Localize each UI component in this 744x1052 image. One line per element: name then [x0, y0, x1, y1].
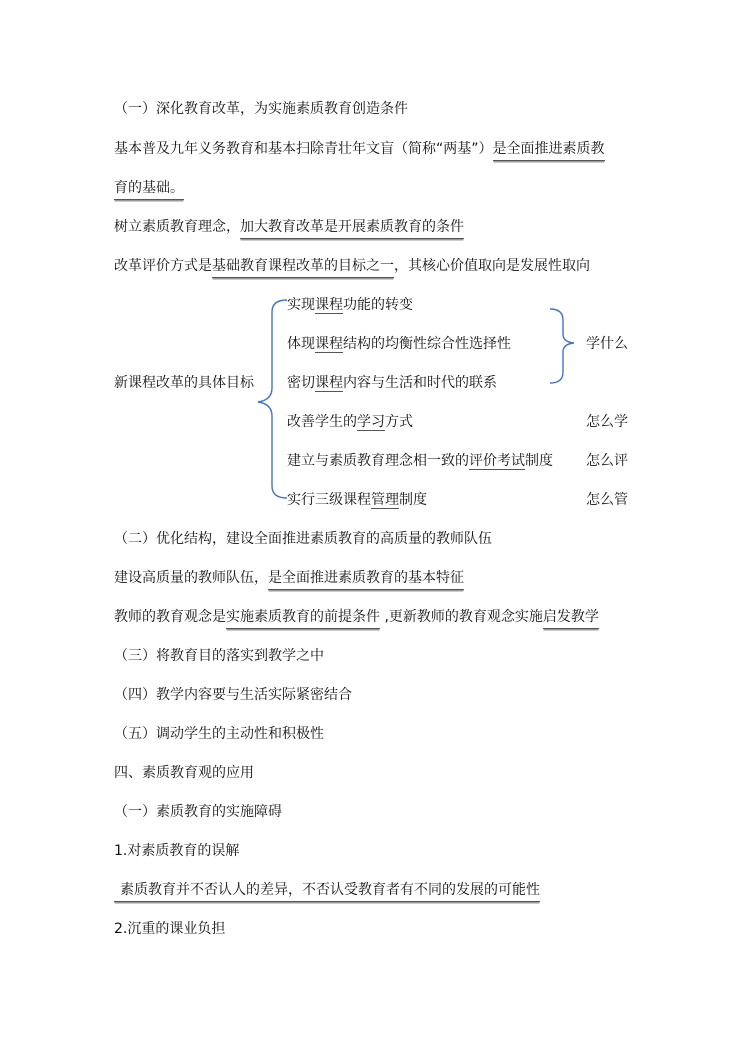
goal-text: 方式 [385, 414, 413, 430]
paragraph-evaluation-plain-a: 改革评价方式是 [114, 258, 212, 274]
goal-item [287, 451, 553, 471]
goal-text: 改善学生的 [287, 414, 357, 430]
right-brace [550, 309, 574, 383]
tag-how-evaluate: 怎么评 [586, 453, 628, 469]
goal-text: 实行三级课程 [287, 492, 371, 508]
goal-text: 实现 [287, 297, 315, 313]
tag-how-manage: 怎么管 [586, 492, 628, 508]
underlined-text: 基础教育课程改革的目标之一 [212, 256, 394, 278]
paragraph-teachers-plain: 建设高质量的教师队伍， [114, 570, 268, 586]
left-brace [258, 300, 287, 498]
subsection-heading: （一）素质教育的实施障碍 [114, 804, 282, 820]
group-tag-what: 学什么 [586, 336, 628, 352]
goal-item [287, 295, 413, 315]
goal-item [287, 412, 413, 432]
section-heading-5: （五）调动学生的主动性和积极性 [114, 726, 324, 742]
goal-text: 结构的均衡性综合性选择性 [343, 336, 511, 352]
section-heading-4: （四）教学内容要与生活实际紧密结合 [114, 687, 352, 703]
list-item-2: 2.沉重的课业负担 [114, 921, 226, 937]
section-heading-1: （一）深化教育改革，为实施素质教育创造条件 [114, 101, 408, 117]
goal-item [287, 334, 511, 354]
underlined-text: 育的基础。 [114, 178, 184, 200]
section-heading-3: （三）将教育目的落实到教学之中 [114, 648, 324, 664]
paragraph-plain: ,更新教师的教育观念实施 [380, 609, 543, 625]
tag-how-learn: 怎么学 [586, 414, 628, 430]
paragraph-teachers [114, 568, 464, 590]
paragraph-teacher-concepts [114, 607, 599, 629]
section-heading-2: （二）优化结构，建设全面推进素质教育的高质量的教师队伍 [114, 531, 492, 547]
underlined-text: 素质教育并不否认人的差异，不否认受教育者有不同的发展的可能性 [114, 880, 540, 902]
underlined-text: 启发教学 [543, 607, 599, 629]
goal-keyword: 课程 [315, 336, 343, 352]
list-item-1-note [114, 880, 540, 902]
goal-text: 内容与生活和时代的联系 [343, 375, 497, 391]
list-item-1: 1.对素质教育的误解 [114, 843, 240, 859]
goal-keyword: 评价考试 [469, 453, 525, 469]
paragraph-plain: 教师的教育观念是 [114, 609, 226, 625]
paragraph-evaluation-plain-b: ，其核心价值取向是发展性取向 [394, 258, 590, 274]
goal-text: 密切 [287, 375, 315, 391]
part-heading-4: 四、素质教育观的应用 [114, 765, 254, 781]
paragraph-liangji-plain: 基本普及九年义务教育和基本扫除青壮年文盲（简称“两基”） [114, 141, 493, 157]
goal-text: 体现 [287, 336, 315, 352]
diagram-label: 新课程改革的具体目标 [114, 375, 254, 391]
paragraph-concept-plain: 树立素质教育理念， [114, 219, 240, 235]
goal-item [287, 373, 497, 393]
goal-item [287, 490, 427, 510]
goal-text: 制度 [525, 453, 553, 469]
goal-text: 功能的转变 [343, 297, 413, 313]
underlined-text: 实施素质教育的前提条件 [226, 607, 380, 629]
underlined-text: 是全面推进素质教 [493, 139, 605, 161]
underlined-text: 加大教育改革是开展素质教育的条件 [240, 217, 464, 239]
goal-keyword: 学习 [357, 414, 385, 430]
goal-keyword: 管理 [371, 492, 399, 508]
goal-keyword: 课程 [315, 297, 343, 313]
goal-text: 建立与素质教育理念相一致的 [287, 453, 469, 469]
underlined-text: 是全面推进素质教育的基本特征 [268, 568, 464, 590]
goal-keyword: 课程 [315, 375, 343, 391]
goal-text: 制度 [399, 492, 427, 508]
